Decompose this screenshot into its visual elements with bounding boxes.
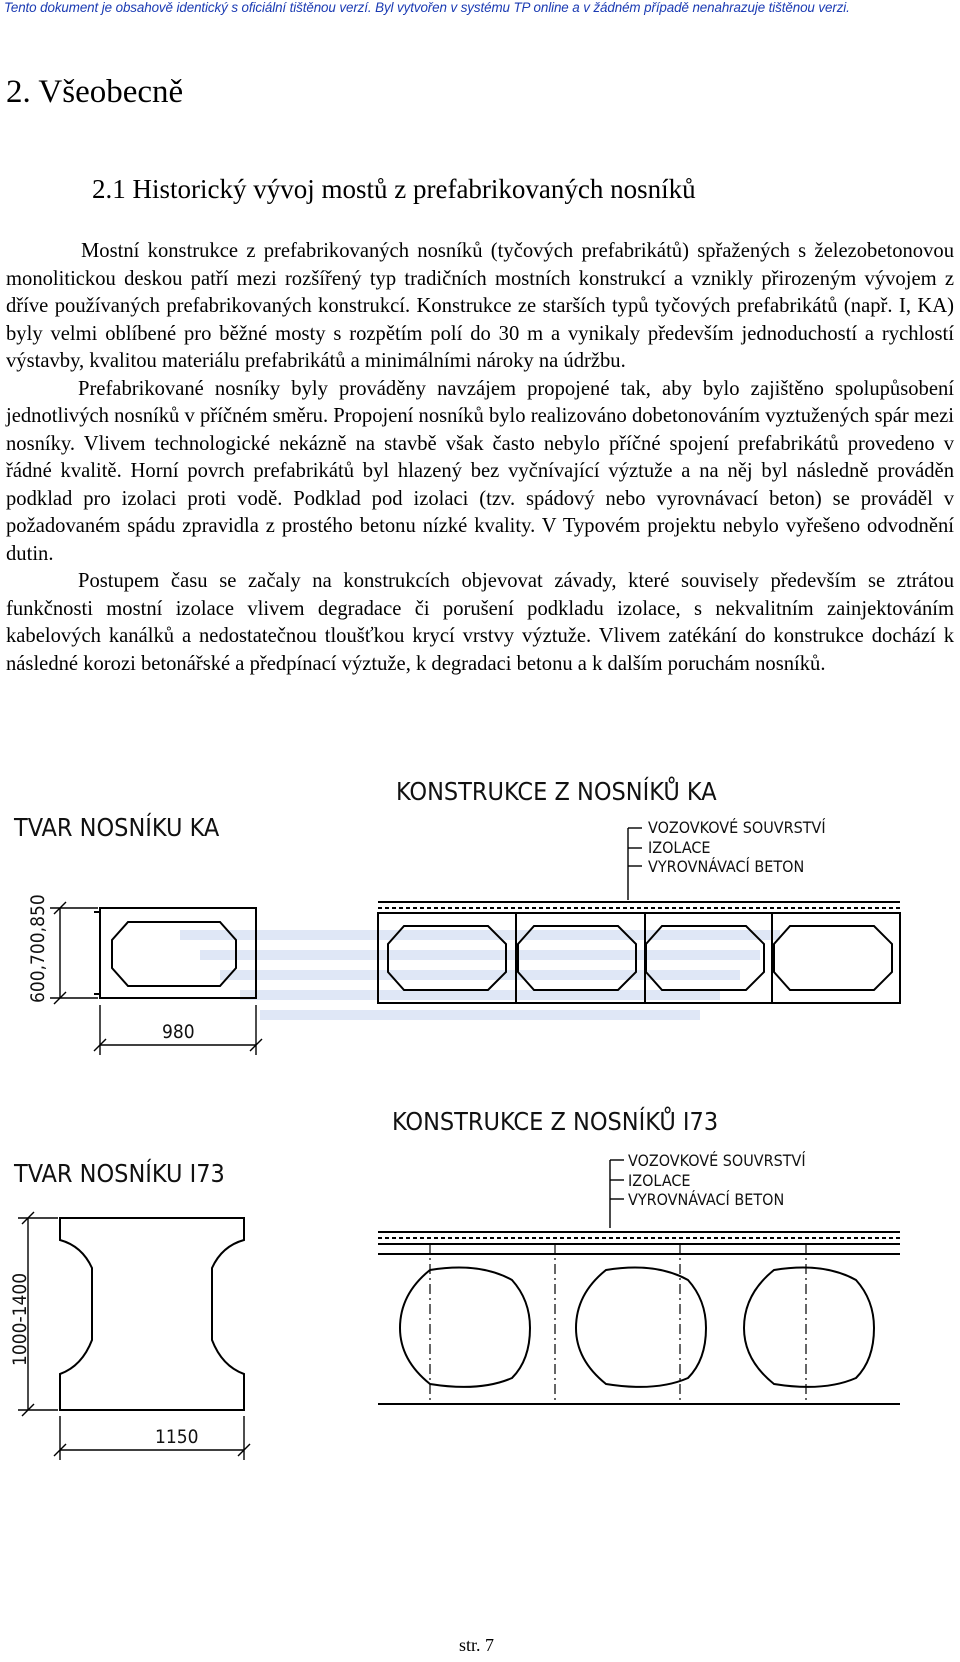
paragraph-2: Prefabrikované nosníky byly prováděny navzájem propojené tak, aby bylo zajištěno spolupůsobení jednotlivých nosníků v příčném směru. Propojení nosníků bylo realizováno dobetonováním vyztužených spár mezi nosníky. Vlivem technologické nekázně na stavbě však často nebylo příčné spojení prefabrikátů provedeno v řádné kvalitě. Horní povrch prefabrikátů byl hlazený bez vyčnívající výztuže a na něj byl následně prováděn podklad pro izolaci proti vodě. Podklad pod izolaci (tzv. spádový nebo vyrovnávací beton) se prováděl v požadovaném spádu zpravidla z prostého betonu nízké kvality. V Typovém projektu nebylo vyřešeno odvodnění dutin.	[6, 377, 954, 565]
i73-layer-leader	[610, 1160, 624, 1228]
i73-layer-2: IZOLACE	[628, 1171, 691, 1190]
ka-layer-leader	[628, 828, 642, 900]
subsection-heading: 2.1 Historický vývoj mostů z prefabrikovaných nosníků	[92, 174, 696, 204]
body-text	[6, 238, 954, 678]
i73-height-label: 1000-1400	[9, 1272, 31, 1366]
ka-layer-1: VOZOVKOVÉ SOUVRSTVÍ	[648, 818, 826, 837]
figure-i73	[9, 1106, 900, 1460]
i73-section-title: TVAR NOSNÍKU I73	[14, 1159, 225, 1188]
paragraph-1: Mostní konstrukce z prefabrikovaných nosníků (tyčových prefabrikátů) spřažených s železobetonovou monolitickou deskou patří mezi rozšířený typ tradičních mostních konstrukcí a vznikly přirozeným vývojem z dříve používaných prefabrikovaných konstrukcí. Konstrukce ze starších typů tyčových prefabrikátů (např. I, KA) byly velmi oblíbené pro běžné mosty s rozpětím polí do 30 m a vynikaly především jednoduchostí a rychlostí výstavby, kvalitou materiálu prefabrikátů a minimálními nároky na údržbu.	[6, 240, 954, 372]
ka-structure-title: KONSTRUKCE Z NOSNÍKŮ KA	[396, 777, 717, 806]
ka-height-dimension	[50, 902, 98, 1004]
page-number: str. 7	[459, 1635, 495, 1655]
i73-layer-1: VOZOVKOVÉ SOUVRSTVÍ	[628, 1151, 806, 1170]
ka-height-label: 600,700,850	[27, 894, 49, 1003]
ka-layer-3: VYROVNÁVACÍ BETON	[648, 857, 805, 876]
i73-width-dimension	[54, 1416, 250, 1460]
figure-ka	[13, 776, 900, 1055]
ka-structure-section	[378, 902, 900, 1003]
i73-structure-section	[378, 1232, 900, 1404]
paragraph-3: Postupem času se začaly na konstrukcích objevovat závady, které souvisely především se ztrátou funkčnosti mostní izolace vlivem degradace či porušení podkladu izolace, s nekvalitním zainjektováním kabelových kanálků a nedostatečnou tloušťkou krycí vrstvy výztuže. Vlivem zatékání do konstrukce dochází k následné korozi betonářské a předpínací výztuže, k degradaci betonu a k dalším poruchám nosníků.	[6, 570, 954, 675]
beam-drawings	[0, 777, 960, 1480]
i73-structure-title: KONSTRUKCE Z NOSNÍKŮ I73	[392, 1107, 719, 1136]
ka-beam-section	[94, 908, 256, 998]
i73-layer-3: VYROVNÁVACÍ BETON	[628, 1190, 785, 1209]
ka-layer-2: IZOLACE	[648, 838, 711, 857]
i73-width-label: 1150	[155, 1426, 199, 1448]
section-heading: 2. Všeobecně	[6, 74, 184, 110]
official-version-notice: Tento dokument je obsahově identický s oficiální tištěnou verzí. Byl vytvořen v systému TP online a v žádném případě nenahrazuje tištěnou verzi.	[4, 0, 850, 15]
ka-width-label: 980	[162, 1021, 195, 1043]
ka-section-title: TVAR NOSNÍKU KA	[14, 813, 220, 842]
i73-beam-section	[60, 1218, 244, 1410]
